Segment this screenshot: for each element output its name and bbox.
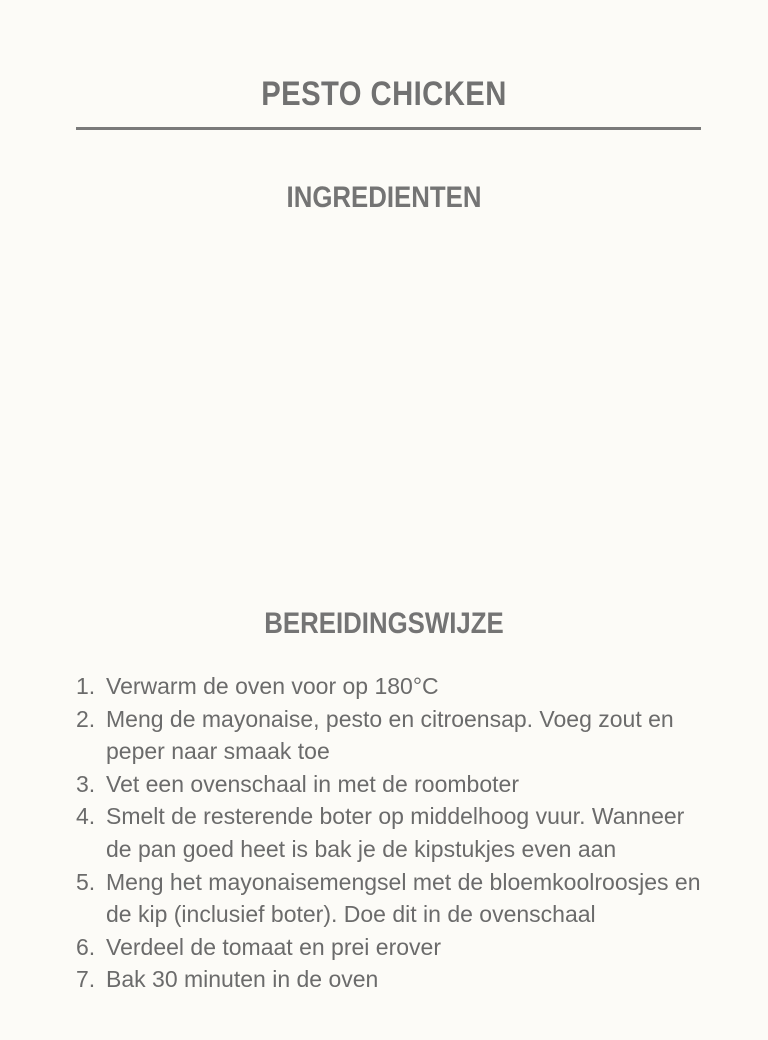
step-number: 6.: [76, 933, 96, 960]
step-number: 3.: [76, 770, 96, 797]
step-number: 4.: [76, 803, 96, 830]
step-text: Bak 30 minuten in de oven: [106, 966, 379, 993]
step-text: Smelt de resterende boter op middelhoog vuur. Wanneer de pan goed heet is bak je de kipstukjes even aan: [106, 803, 685, 862]
preparation-step-1: [76, 670, 716, 703]
preparation-steps: [76, 670, 716, 996]
ingredients-heading: INGREDIENTEN: [286, 181, 482, 214]
step-number: 2.: [76, 705, 96, 732]
preparation-step-3: [76, 768, 716, 801]
step-text: Meng de mayonaise, pesto en citroensap. Voeg zout en peper naar smaak toe: [106, 705, 674, 765]
title-divider: [76, 127, 701, 130]
step-text: Meng het mayonaisemengsel met de bloemkoolroosjes en de kip (inclusief boter). Doe dit in de ovenschaal: [106, 868, 701, 928]
step-number: 7.: [76, 966, 96, 993]
preparation-step-7: [76, 963, 716, 996]
preparation-step-2: [76, 703, 716, 768]
preparation-step-6: [76, 931, 716, 964]
preparation-heading: BEREIDINGSWIJZE: [264, 607, 504, 640]
step-text: Vet een ovenschaal in met de roomboter: [106, 770, 519, 797]
step-text: Verdeel de tomaat en prei erover: [106, 933, 441, 960]
recipe-title: PESTO CHICKEN: [261, 75, 507, 113]
step-number: 5.: [76, 868, 96, 895]
preparation-step-4: [76, 800, 716, 865]
ingredients-list: [76, 240, 701, 570]
step-text: Verwarm de oven voor op 180°C: [106, 673, 439, 699]
preparation-step-5: [76, 866, 716, 931]
step-number: 1.: [76, 673, 96, 699]
